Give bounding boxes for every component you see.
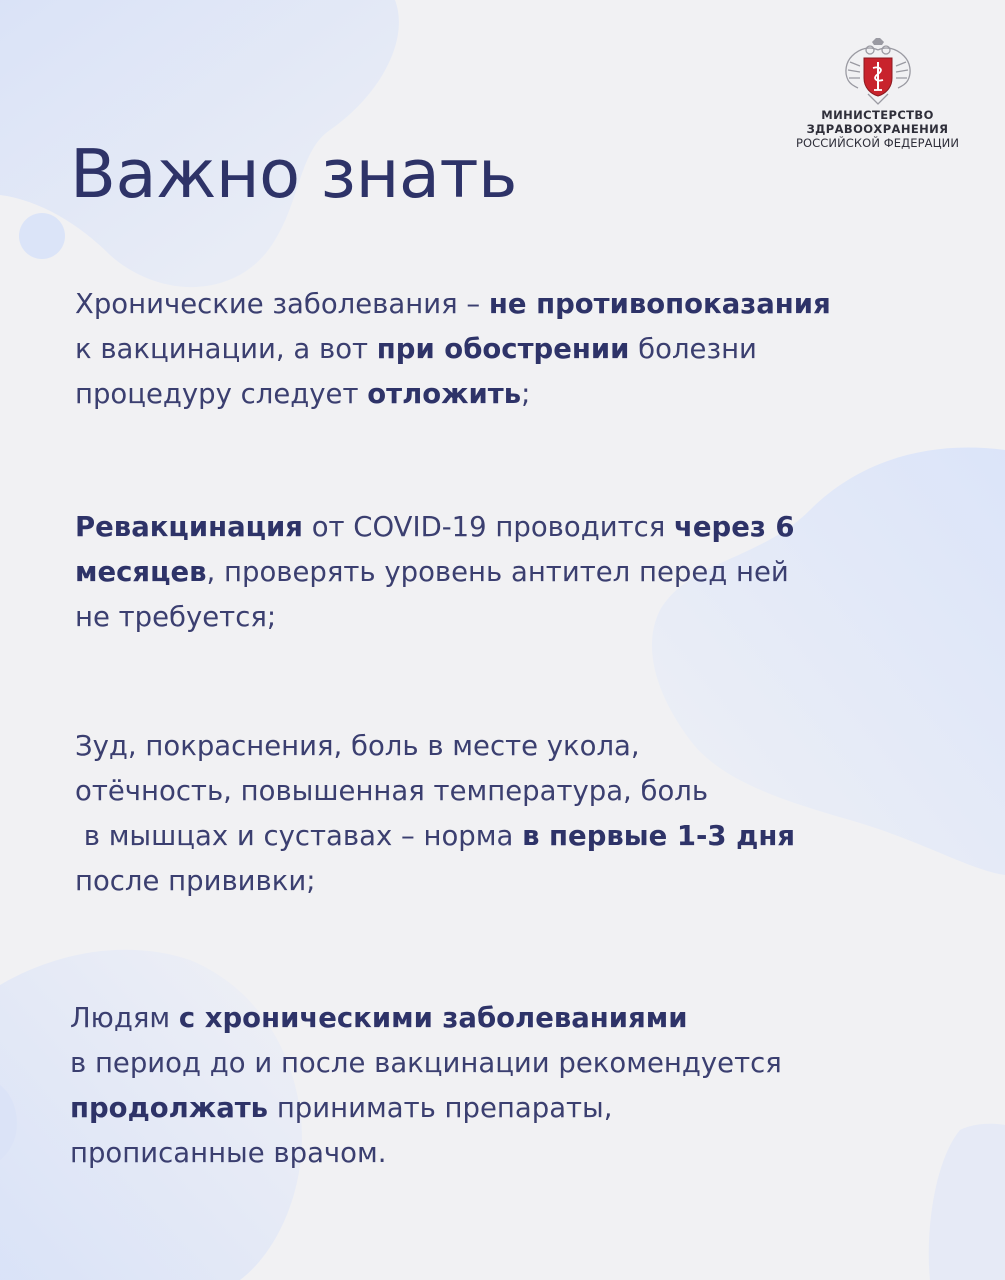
paragraph-line: процедуру следует отложить; xyxy=(75,378,531,410)
paragraph-side-effects xyxy=(75,724,795,904)
russian-eagle-emblem-icon xyxy=(840,38,916,108)
paragraph-line: Людям с хроническими заболеваниями xyxy=(70,1002,688,1034)
ministry-logo xyxy=(770,38,985,150)
logo-text-line-1: МИНИСТЕРСТВО xyxy=(821,108,934,122)
paragraph-line: прописанные врачом. xyxy=(70,1137,387,1169)
paragraph-medication xyxy=(70,996,782,1176)
paragraph-line: в период до и после вакцинации рекомендуется xyxy=(70,1047,782,1079)
paragraph-line: месяцев, проверять уровень антител перед ней xyxy=(75,556,789,588)
page-title: Важно знать xyxy=(70,135,517,213)
paragraph-line: Хронические заболевания – не противопоказания xyxy=(75,288,831,320)
paragraph-line: не требуется; xyxy=(75,601,277,633)
paragraph-line: Ревакцинация от COVID-19 проводится через 6 xyxy=(75,511,795,543)
paragraph-line: к вакцинации, а вот при обострении болезни xyxy=(75,333,757,365)
logo-text-line-2: ЗДРАВООХРАНЕНИЯ xyxy=(806,122,949,136)
paragraph-line: отёчность, повышенная температура, боль xyxy=(75,775,709,807)
logo-text-line-3: РОССИЙСКОЙ ФЕДЕРАЦИИ xyxy=(795,136,960,150)
paragraph-line: после прививки; xyxy=(75,865,316,897)
paragraph-line: в мышцах и суставах – норма в первые 1-3 дня xyxy=(75,820,796,852)
paragraph-chronic-diseases xyxy=(75,282,831,417)
paragraph-revaccination xyxy=(75,505,795,640)
paragraph-line: Зуд, покраснения, боль в месте укола, xyxy=(75,730,640,762)
paragraph-line: продолжать принимать препараты, xyxy=(70,1092,613,1124)
